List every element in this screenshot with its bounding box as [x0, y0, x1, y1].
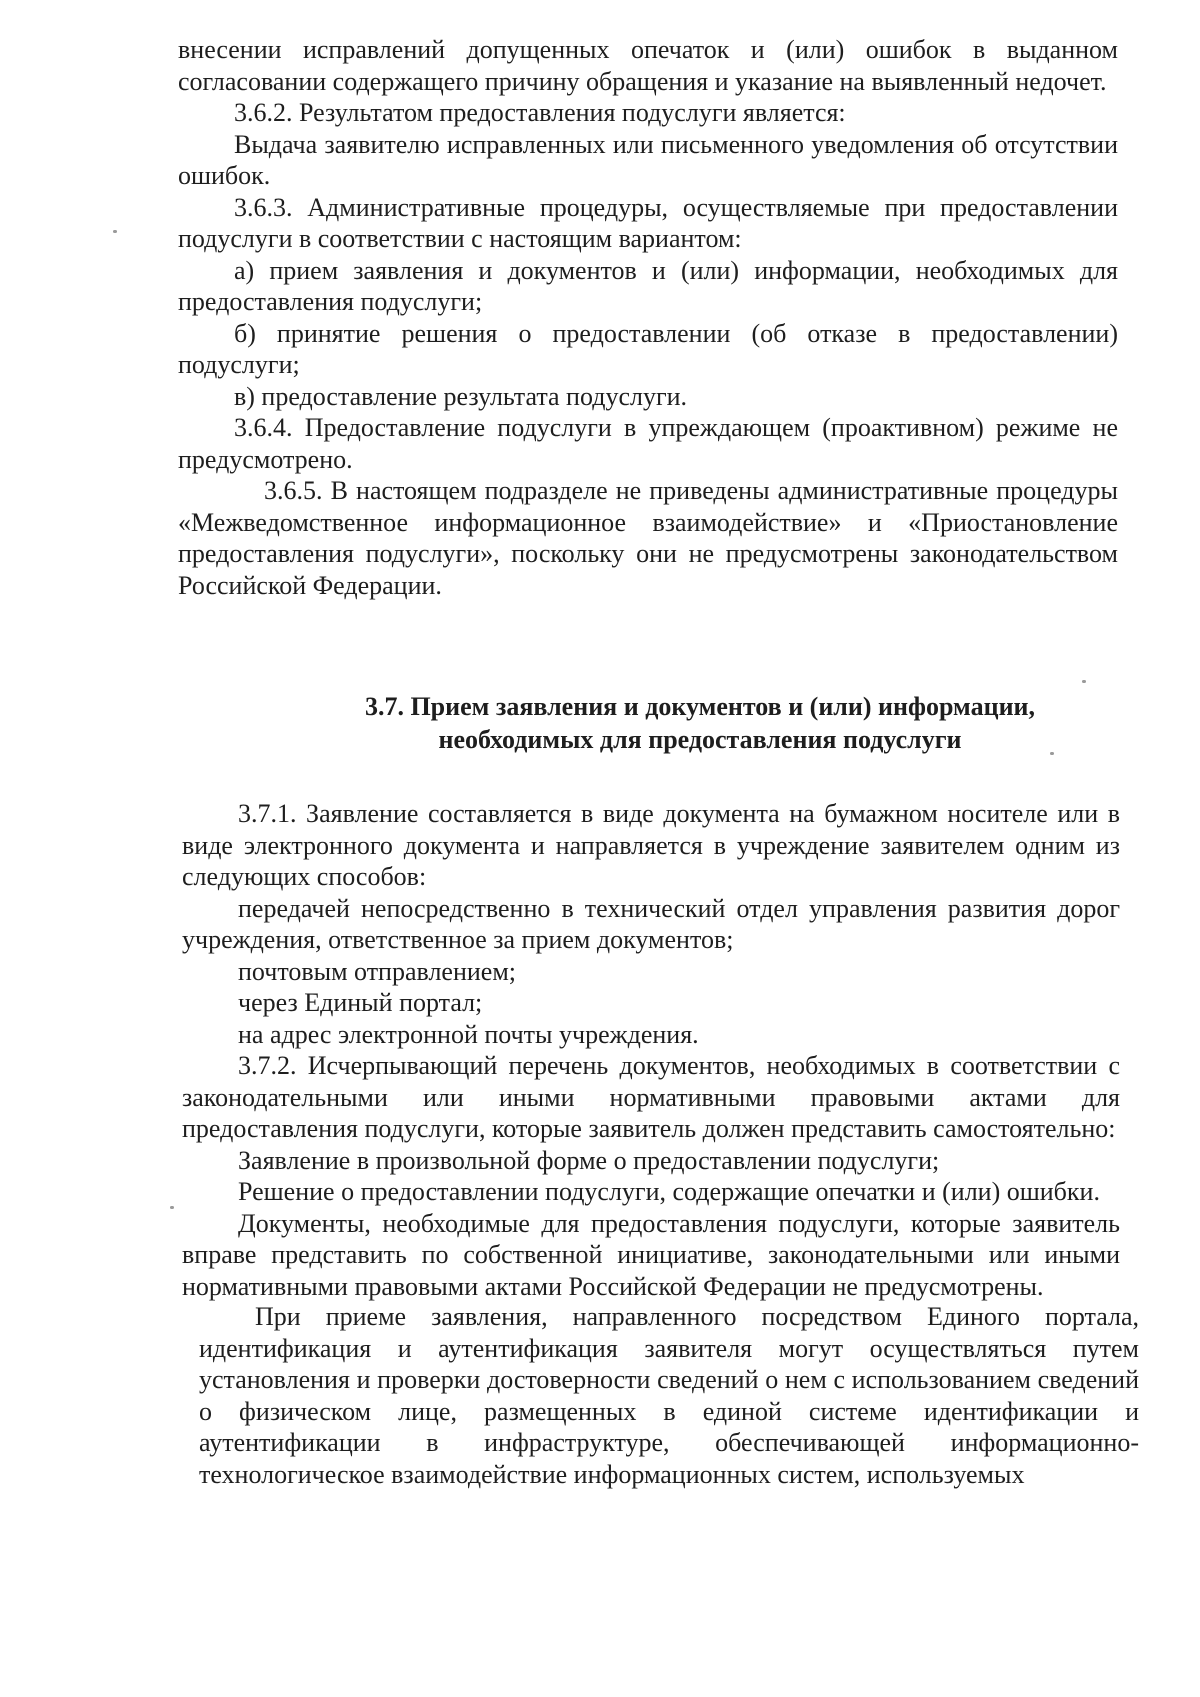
list-item-b: б) принятие решения о предоставлении (об отказе в предоставлении) подуслуги;	[178, 318, 1118, 379]
list-item-c: в) предоставление результата подуслуги.	[234, 381, 688, 411]
paragraph-3-6-5: 3.6.5. В настоящем подразделе не приведены административные процедуры «Межведомственное информационное взаимодействие» и «Приостановление предоставления подуслуги», поскольку они не предусмотрены законодательством Российской Федерации.	[178, 476, 1118, 600]
top-text-block	[178, 34, 1118, 601]
paragraph-portal-identification: При приеме заявления, направленного посредством Единого портала, идентификация и аутентификация заявителя могут осуществляться путем установления и проверки достоверности сведений о нем с использованием сведений о физическом лице, размещенных в единой системе идентификации и аутентификации в инфраструктуре, обеспечивающей информационно-технологическое взаимодействие информационных систем, используемых	[199, 1302, 1139, 1489]
scan-speck	[170, 1206, 174, 1209]
paragraph-3-6-2: 3.6.2. Результатом предоставления подуслуги является:	[234, 98, 846, 127]
section-heading-line-2: необходимых для предоставления подуслуги	[438, 725, 962, 754]
section-heading-line-1: 3.7. Прием заявления и документов и (или) информации,	[364, 692, 1036, 721]
paragraph-3-7-2: 3.7.2. Исчерпывающий перечень документов, необходимых в соответствии с законодательными или иными нормативными правовыми актами для предоставления подуслуги, которые заявитель должен представить самостоятельно:	[182, 1051, 1120, 1143]
scan-speck	[1050, 752, 1054, 755]
list-item-a: а) прием заявления и документов и (или) информации, необходимых для предоставления подуслуги;	[178, 255, 1118, 316]
scan-speck	[1082, 680, 1086, 683]
section-heading-3-7	[300, 690, 1100, 756]
method-portal: через Единый портал;	[238, 988, 483, 1017]
method-email: на адрес электронной почты учреждения.	[238, 1019, 699, 1049]
method-post: почтовым отправлением;	[238, 956, 517, 986]
paragraph-optional-documents: Документы, необходимые для предоставления подуслуги, которые заявитель вправе представить по собственной инициативе, законодательными или иными нормативными правовыми актами Российской Федерации не предусмотрены.	[182, 1208, 1120, 1301]
bottom-text-block	[199, 1301, 1139, 1490]
middle-text-block	[182, 798, 1120, 1302]
method-direct-delivery: передачей непосредственно в технический отдел управления развития дорог учреждения, ответственное за прием документов;	[182, 893, 1120, 954]
scan-speck	[113, 230, 117, 233]
paragraph-3-6-3: 3.6.3. Административные процедуры, осуществляемые при предоставлении подуслуги в соответствии с настоящим вариантом:	[178, 192, 1118, 253]
paragraph-3-6-2-result: Выдача заявителю исправленных или письменного уведомления об отсутствии ошибок.	[178, 129, 1118, 190]
document-decision: Решение о предоставлении подуслуги, содержащие опечатки и (или) ошибки.	[238, 1177, 1100, 1206]
paragraph-3-7-1: 3.7.1. Заявление составляется в виде документа на бумажном носителе или в виде электронного документа и направляется в учреждение заявителем одним из следующих способов:	[182, 799, 1120, 891]
paragraph-3-6-4: 3.6.4. Предоставление подуслуги в упреждающем (проактивном) режиме не предусмотрено.	[178, 413, 1118, 474]
document-application: Заявление в произвольной форме о предоставлении подуслуги;	[238, 1145, 940, 1175]
paragraph-continuation: внесении исправлений допущенных опечаток и (или) ошибок в выданном согласовании содержащего причину обращения и указание на выявленный недочет.	[178, 35, 1118, 96]
